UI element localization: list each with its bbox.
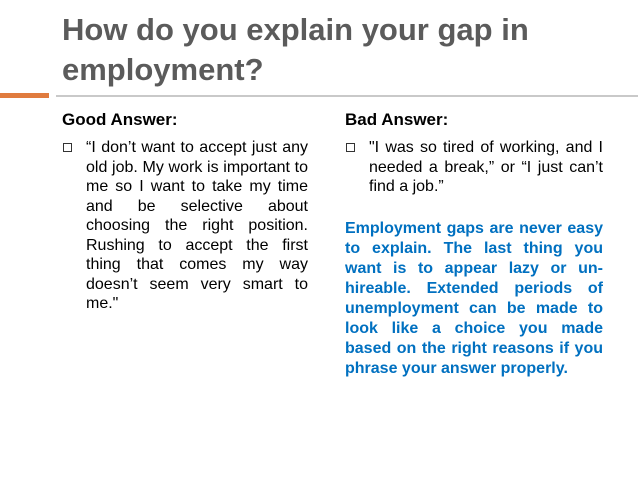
- bad-answer-text: "I was so tired of working, and I needed a break,” or “I just can’t find a job.”: [369, 139, 603, 195]
- square-bullet-icon: [346, 143, 355, 152]
- bad-answer-heading: Bad Answer:: [345, 110, 449, 129]
- good-answer-column: [62, 110, 308, 314]
- title-accent-bar: [0, 93, 49, 98]
- good-answer-heading: Good Answer:: [62, 110, 178, 129]
- good-answer-text: “I don’t want to accept just any old job. My work is important to me so I want to take my time and be selective about choosing the right position. Rushing to accept the first thing that comes my way doesn’t seem very smart to me.": [86, 139, 308, 312]
- title-divider: [56, 95, 638, 97]
- square-bullet-icon: [63, 143, 72, 152]
- bad-answer-bullet: [345, 138, 603, 197]
- slide-title: How do you explain your gap in employment?: [62, 12, 529, 87]
- explanation-note: Employment gaps are never easy to explain. The last thing you want is to appear lazy or un-hireable. Extended periods of unemployment can be made to look like a choice you made based on the right reasons if you phrase your answer properly.: [345, 219, 603, 377]
- bad-answer-column: [345, 110, 603, 379]
- good-answer-bullet: [62, 138, 308, 314]
